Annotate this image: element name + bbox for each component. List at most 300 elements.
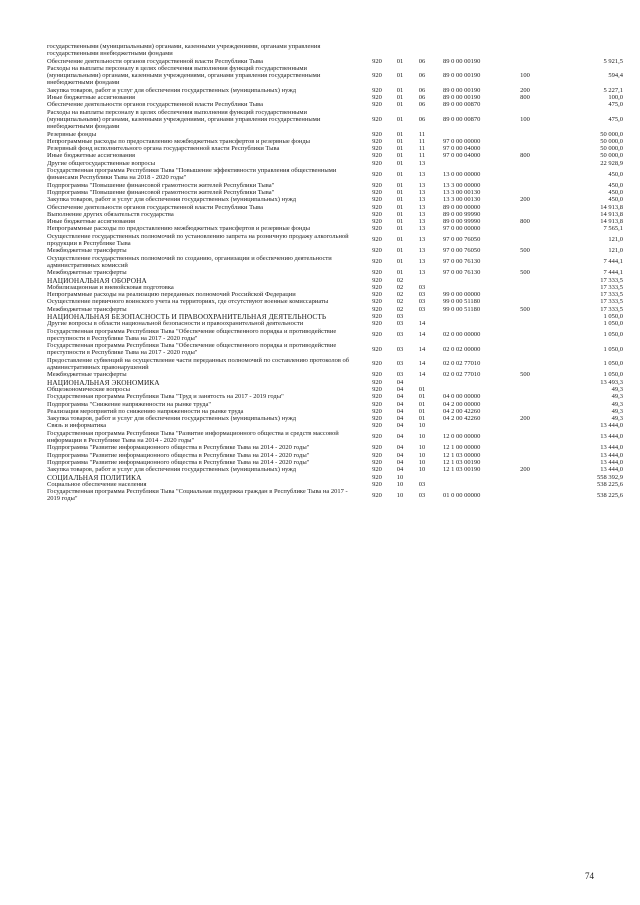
row-name: Иные бюджетные ассигнования	[47, 152, 136, 160]
row-target-article: 89 0 00 00190	[443, 86, 481, 94]
row-amount: 49,3	[611, 400, 623, 408]
table-row	[47, 444, 623, 451]
row-subsection-code	[411, 277, 433, 284]
row-section-code: 01	[396, 269, 404, 277]
row-section-code: 02	[396, 276, 404, 284]
row-expense-type	[511, 255, 539, 270]
row-name: Другие общегосударственные вопросы	[47, 159, 156, 167]
table-row	[47, 408, 623, 415]
row-amount: 14 913,8	[600, 203, 623, 211]
table-row	[47, 145, 623, 152]
row-grbs-code: 920	[372, 458, 382, 466]
row-expense-type	[511, 452, 539, 459]
row-section-code: 01	[396, 247, 404, 255]
table-row	[47, 393, 623, 400]
row-grbs-code: 920	[372, 433, 382, 441]
row-section-code: 04	[396, 415, 404, 423]
row-amount: 1 050,0	[603, 331, 623, 339]
row-amount: 49,3	[611, 393, 623, 401]
row-target-article: 12 1 00 00000	[443, 444, 481, 452]
table-row	[47, 65, 623, 87]
row-expense-type	[511, 328, 539, 343]
row-target-article	[433, 43, 511, 58]
row-name: Межбюджетные трансферты	[47, 305, 127, 313]
row-amount: 475,0	[608, 101, 623, 109]
row-amount: 7 444,1	[603, 269, 623, 277]
row-name: Обеспечение деятельности органов государственной власти Республики Тыва	[47, 101, 263, 109]
row-grbs-code: 920	[372, 407, 382, 415]
table-row	[47, 247, 623, 254]
row-section-code: 03	[396, 360, 404, 368]
row-subsection-code: 14	[418, 331, 426, 339]
row-target-article: 02 0 02 77010	[443, 371, 481, 379]
row-grbs-code: 920	[372, 331, 382, 339]
table-row	[47, 204, 623, 211]
table-row	[47, 386, 623, 393]
row-expense-type	[511, 277, 539, 284]
row-subsection-code: 13	[418, 247, 426, 255]
row-subsection-code: 13	[418, 210, 426, 218]
row-expense-type: 100	[520, 72, 530, 80]
row-section-code: 01	[396, 258, 404, 266]
row-name: Осуществление государственных полномочий по созданию, организации и обеспечению деятельности административных комиссий	[47, 254, 332, 269]
row-subsection-code: 03	[418, 298, 426, 306]
row-grbs-code: 920	[372, 247, 382, 255]
table-row	[47, 313, 623, 320]
row-grbs-code: 920	[372, 360, 382, 368]
row-name: НАЦИОНАЛЬНАЯ ОБОРОНА	[47, 275, 147, 285]
row-section-code: 03	[396, 371, 404, 379]
row-expense-type: 800	[520, 94, 530, 102]
page-number: 74	[585, 871, 594, 881]
row-section-code: 02	[396, 298, 404, 306]
row-name: Выполнение других обязательств государства	[47, 210, 174, 218]
row-grbs-code: 920	[372, 236, 382, 244]
row-amount: 49,3	[611, 385, 623, 393]
row-amount: 1 050,0	[603, 345, 623, 353]
table-row	[47, 160, 623, 167]
row-section-code: 01	[396, 181, 404, 189]
row-name: Другие вопросы в области национальной безопасности и правоохранительной деятельности	[47, 320, 304, 328]
table-row	[47, 488, 623, 503]
table-row	[47, 167, 623, 182]
row-target-article: 04 0 00 00000	[443, 393, 481, 401]
row-amount: 13 493,3	[600, 378, 623, 386]
row-name: Межбюджетные трансферты	[47, 269, 127, 277]
row-target-article	[433, 160, 511, 167]
row-amount: 1 050,0	[603, 371, 623, 379]
row-section-code: 04	[396, 400, 404, 408]
row-target-article: 99 0 00 00000	[443, 291, 481, 299]
row-expense-type	[511, 167, 539, 182]
row-subsection-code: 06	[418, 115, 426, 123]
row-section-code: 01	[396, 236, 404, 244]
table-row	[47, 138, 623, 145]
row-subsection-code: 06	[418, 94, 426, 102]
row-subsection-code	[411, 313, 433, 320]
row-name: Подпрограмма "Повышение финансовой грамотности жителей Республики Тыва"	[47, 181, 275, 189]
row-section-code: 04	[396, 422, 404, 430]
row-subsection-code: 06	[418, 101, 426, 109]
row-target-article: 13 3 00 00130	[443, 188, 481, 196]
row-target-article	[433, 474, 511, 481]
row-grbs-code: 920	[372, 218, 382, 226]
row-name: Подпрограмма "Развитие информационного общества в Республике Тыва на 2014 - 2020 годы"	[47, 444, 310, 452]
row-section-code: 01	[396, 196, 404, 204]
row-name: Предоставление субвенций на осуществление части переданных полномочий по составлению протоколов об административных правонарушений	[47, 356, 350, 372]
row-target-article: 02 0 00 00000	[443, 331, 481, 339]
row-name: Межбюджетные трансферты	[47, 371, 127, 379]
row-name: Расходы на выплаты персоналу в целях обеспечения выполнения функций государственными (муниципальными) органами, казенными учреждениями, органами управления государственными внебюджетными фондами	[47, 108, 321, 131]
row-subsection-code: 10	[418, 444, 426, 452]
row-name: Подпрограмма "Развитие информационного общества в Республике Тыва на 2014 - 2020 годы"	[47, 458, 310, 466]
row-section-code: 04	[396, 407, 404, 415]
row-name: Непрограммные расходы на реализацию переданных полномочий Российской Федерации	[47, 291, 296, 299]
row-subsection-code: 03	[418, 491, 426, 499]
row-subsection-code: 13	[418, 218, 426, 226]
table-row	[47, 211, 623, 218]
row-target-article: 12 0 00 00000	[443, 433, 481, 441]
row-grbs-code: 920	[372, 188, 382, 196]
row-expense-type: 500	[520, 371, 530, 379]
row-section-code: 04	[396, 458, 404, 466]
row-name: Подпрограмма "Развитие информационного общества в Республике Тыва на 2014 - 2020 годы"	[47, 451, 310, 459]
table-row	[47, 87, 623, 94]
row-name: Резервный фонд исполнительного органа государственной власти Республики Тыва	[47, 145, 280, 153]
table-row	[47, 379, 623, 386]
row-grbs-code: 920	[372, 305, 382, 313]
row-section-code: 01	[396, 137, 404, 145]
row-name: СОЦИАЛЬНАЯ ПОЛИТИКА	[47, 472, 142, 482]
row-section-code: 04	[396, 433, 404, 441]
row-grbs-code: 920	[372, 371, 382, 379]
table-row	[47, 357, 623, 372]
row-subsection-code: 01	[418, 393, 426, 401]
row-grbs-code: 920	[372, 451, 382, 459]
row-name: Обеспечение деятельности органов государственной власти Республики Тыва	[47, 203, 263, 211]
row-target-article: 99 0 00 51180	[443, 298, 481, 306]
row-grbs-code: 920	[372, 196, 382, 204]
row-grbs-code: 920	[372, 422, 382, 430]
row-target-article	[433, 386, 511, 393]
row-name: государственными (муниципальными) органами, казенными учреждениями, органами управления государственными внебюджетными фондами	[47, 43, 321, 58]
row-amount: 121,0	[608, 236, 623, 244]
row-subsection-code: 13	[418, 196, 426, 204]
row-section-code: 01	[396, 159, 404, 167]
table-row	[47, 291, 623, 298]
row-section-code: 04	[396, 385, 404, 393]
table-row	[47, 94, 623, 101]
row-amount: 7 444,1	[603, 258, 623, 266]
row-grbs-code: 920	[372, 320, 382, 328]
row-section-code: 01	[396, 57, 404, 65]
row-name: Государственная программа Республики Тыва "Обеспечение общественного порядка и противодействие преступности в Республике Тыва на 2017 - 2020 годы"	[47, 342, 337, 357]
row-name: Обеспечение деятельности органов государственной власти Республики Тыва	[47, 57, 263, 65]
row-amount: 450,0	[608, 188, 623, 196]
row-target-article	[433, 284, 511, 291]
row-grbs-code: 920	[372, 393, 382, 401]
row-name: Закупка товаров, работ и услуг для обеспечения государственных (муниципальных) нужд	[47, 196, 297, 204]
row-expense-type: 200	[520, 466, 530, 474]
row-name: Иные бюджетные ассигнования	[47, 94, 136, 102]
row-section-code: 10	[396, 473, 404, 481]
row-subsection-code: 10	[418, 433, 426, 441]
row-subsection-code: 11	[418, 137, 426, 145]
row-subsection-code: 13	[418, 269, 426, 277]
row-target-article: 97 0 00 04000	[443, 152, 481, 160]
row-amount: 13 444,0	[600, 422, 623, 430]
row-amount: 121,0	[608, 247, 623, 255]
row-grbs-code: 920	[372, 491, 382, 499]
row-name: Осуществление первичного воинского учета на территориях, где отсутствуют военные комиссариаты	[47, 298, 329, 306]
row-subsection-code: 13	[418, 236, 426, 244]
row-expense-type	[511, 459, 539, 466]
row-section-code: 10	[396, 480, 404, 488]
row-expense-type	[511, 488, 539, 503]
row-grbs-code: 920	[372, 225, 382, 233]
row-amount: 13 444,0	[600, 444, 623, 452]
row-amount: 50 000,0	[600, 130, 623, 138]
row-target-article: 13 3 00 00000	[443, 181, 481, 189]
row-name: Закупка товаров, работ и услуг для обеспечения государственных (муниципальных) нужд	[47, 415, 297, 423]
row-section-code: 01	[396, 225, 404, 233]
row-amount: 5 227,1	[603, 86, 623, 94]
table-row	[47, 152, 623, 159]
row-amount: 13 444,0	[600, 433, 623, 441]
row-section-code: 01	[396, 94, 404, 102]
row-grbs-code: 920	[372, 94, 382, 102]
row-name: Расходы на выплаты персоналу в целях обеспечения выполнения функций государственными (муниципальными) органами, казенными учреждениями, органами управления государственными внебюджетными фондами	[47, 64, 321, 87]
row-subsection-code: 01	[418, 415, 426, 423]
row-name: Иные бюджетные ассигнования	[47, 218, 136, 226]
row-amount: 13 444,0	[600, 458, 623, 466]
row-expense-type	[511, 430, 539, 445]
table-row	[47, 196, 623, 203]
row-subsection-code: 10	[418, 451, 426, 459]
row-expense-type	[511, 291, 539, 298]
row-section-code: 01	[396, 86, 404, 94]
row-target-article: 04 2 00 42260	[443, 407, 481, 415]
row-grbs-code: 920	[372, 258, 382, 266]
row-section-code: 01	[396, 130, 404, 138]
row-target-article	[433, 422, 511, 429]
row-section-code: 01	[396, 210, 404, 218]
row-subsection-code: 03	[418, 480, 426, 488]
row-section-code: 03	[396, 345, 404, 353]
row-target-article: 97 0 00 76130	[443, 258, 481, 266]
row-grbs-code: 920	[372, 385, 382, 393]
table-row	[47, 328, 623, 343]
row-expense-type: 500	[520, 247, 530, 255]
table-row	[47, 284, 623, 291]
row-expense-type	[511, 182, 539, 189]
row-name: Реализация мероприятий по снижению напряженности на рынке труда	[47, 407, 244, 415]
row-name: Закупка товаров, работ и услуг для обеспечения государственных (муниципальных) нужд	[47, 466, 297, 474]
row-expense-type	[511, 138, 539, 145]
row-section-code: 03	[396, 312, 404, 320]
row-amount: 5 921,5	[603, 57, 623, 65]
row-expense-type	[511, 422, 539, 429]
row-grbs-code: 920	[372, 57, 382, 65]
row-section-code: 10	[396, 491, 404, 499]
row-subsection-code: 01	[418, 407, 426, 415]
row-subsection-code: 10	[418, 422, 426, 430]
row-expense-type: 200	[520, 415, 530, 423]
row-target-article	[433, 320, 511, 327]
row-subsection-code: 06	[418, 72, 426, 80]
row-amount: 49,3	[611, 415, 623, 423]
budget-table	[47, 43, 623, 503]
row-subsection-code	[411, 379, 433, 386]
table-row	[47, 58, 623, 65]
row-grbs-code: 920	[372, 480, 382, 488]
row-expense-type	[511, 101, 539, 108]
row-expense-type	[511, 481, 539, 488]
row-target-article: 89 0 00 99990	[443, 210, 481, 218]
row-section-code: 04	[396, 444, 404, 452]
row-subsection-code: 03	[418, 283, 426, 291]
row-amount: 50 000,0	[600, 137, 623, 145]
row-expense-type: 200	[520, 196, 530, 204]
row-section-code: 01	[396, 152, 404, 160]
row-grbs-code: 920	[372, 415, 382, 423]
row-amount: 17 333,5	[600, 276, 623, 284]
row-amount: 14 913,8	[600, 218, 623, 226]
row-subsection-code: 13	[418, 181, 426, 189]
row-grbs-code: 920	[372, 269, 382, 277]
table-row	[47, 459, 623, 466]
row-grbs-code: 920	[372, 181, 382, 189]
row-expense-type	[511, 401, 539, 408]
row-section-code: 01	[396, 101, 404, 109]
table-row	[47, 189, 623, 196]
row-section-code: 01	[396, 188, 404, 196]
row-subsection-code: 14	[418, 345, 426, 353]
row-name: Осуществление государственных полномочий по установлению запрета на розничную продажу алкогольной продукции в Республике Тыва	[47, 232, 349, 248]
table-row	[47, 401, 623, 408]
row-expense-type	[511, 342, 539, 357]
row-amount: 17 333,5	[600, 283, 623, 291]
row-expense-type	[511, 298, 539, 305]
row-target-article: 97 0 00 76050	[443, 236, 481, 244]
row-name: Резервные фонды	[47, 130, 97, 138]
row-amount: 7 565,1	[603, 225, 623, 233]
row-expense-type	[511, 204, 539, 211]
row-expense-type: 100	[520, 115, 530, 123]
row-subsection-code: 01	[418, 385, 426, 393]
row-target-article: 89 0 00 00190	[443, 72, 481, 80]
row-target-article: 01 0 00 00000	[443, 491, 481, 499]
row-grbs-code	[365, 43, 389, 58]
row-name: Социальное обеспечение населения	[47, 480, 147, 488]
row-grbs-code: 920	[372, 276, 382, 284]
row-grbs-code: 920	[372, 400, 382, 408]
table-row	[47, 233, 623, 248]
row-name: Межбюджетные трансферты	[47, 247, 127, 255]
row-amount: 13 444,0	[600, 451, 623, 459]
table-row	[47, 452, 623, 459]
table-row	[47, 101, 623, 108]
row-grbs-code: 920	[372, 137, 382, 145]
row-grbs-code: 920	[372, 101, 382, 109]
row-expense-type	[511, 313, 539, 320]
table-row	[47, 43, 623, 58]
row-grbs-code: 920	[372, 298, 382, 306]
row-target-article: 13 0 00 00000	[443, 170, 481, 178]
row-target-article: 97 0 00 04000	[443, 145, 481, 153]
row-name: Непрограммные расходы по предоставлению межбюджетных трансфертов и резервные фонды	[47, 137, 310, 145]
row-subsection-code: 11	[418, 152, 426, 160]
row-name: Общеэкономические вопросы	[47, 385, 130, 393]
table-row	[47, 182, 623, 189]
row-expense-type	[511, 189, 539, 196]
row-section-code: 02	[396, 283, 404, 291]
table-row	[47, 218, 623, 225]
row-amount: 594,4	[608, 72, 623, 80]
row-amount: 558 392,9	[597, 473, 623, 481]
table-row	[47, 422, 623, 429]
row-name: Государственная программа Республики Тыва "Труд и занятость на 2017 - 2019 годы"	[47, 393, 284, 401]
row-name: Государственная программа Республики Тыва "Развитие информационного общества и средств массовой информации в Республике Тыва на 2014 - 2020 годы"	[47, 429, 339, 445]
row-grbs-code: 920	[372, 312, 382, 320]
row-grbs-code: 920	[372, 203, 382, 211]
row-grbs-code: 920	[372, 145, 382, 153]
table-row	[47, 277, 623, 284]
row-subsection-code: 13	[418, 225, 426, 233]
row-subsection-code: 06	[418, 86, 426, 94]
row-expense-type	[511, 225, 539, 232]
row-amount: 450,0	[608, 181, 623, 189]
row-subsection-code: 14	[418, 320, 426, 328]
row-target-article	[433, 481, 511, 488]
row-name: Подпрограмма "Повышение финансовой грамотности жителей Республики Тыва"	[47, 188, 275, 196]
table-row	[47, 225, 623, 232]
row-expense-type	[511, 320, 539, 327]
row-subsection-code: 06	[418, 57, 426, 65]
row-name: Закупка товаров, работ и услуг для обеспечения государственных (муниципальных) нужд	[47, 86, 297, 94]
table-row	[47, 430, 623, 445]
row-name: Подпрограмма "Снижение напряженности на рынке труда"	[47, 400, 212, 408]
row-grbs-code: 920	[372, 283, 382, 291]
row-expense-type	[511, 233, 539, 248]
row-name: Связь и информатика	[47, 422, 107, 430]
row-expense-type	[511, 58, 539, 65]
row-target-article: 97 0 00 76130	[443, 269, 481, 277]
row-section-code: 04	[396, 393, 404, 401]
row-target-article: 12 1 03 00000	[443, 451, 481, 459]
row-target-article	[433, 313, 511, 320]
row-target-article: 12 1 03 00190	[443, 466, 481, 474]
row-section-code: 01	[396, 218, 404, 226]
row-grbs-code: 920	[372, 345, 382, 353]
row-grbs-code: 920	[372, 473, 382, 481]
row-name: Мобилизационная и вневойсковая подготовка	[47, 283, 174, 291]
row-target-article: 02 0 02 00000	[443, 345, 481, 353]
row-target-article: 02 0 02 77010	[443, 360, 481, 368]
row-amount	[539, 43, 623, 58]
row-target-article: 89 0 00 00870	[443, 101, 481, 109]
row-subsection-code: 01	[418, 400, 426, 408]
row-name: Государственная программа Республики Тыва "Социальная поддержка граждан в Республике Тыва на 2017 - 2019 годы"	[47, 488, 348, 503]
row-subsection-code: 11	[418, 145, 426, 153]
row-expense-type	[511, 379, 539, 386]
row-expense-type	[511, 145, 539, 152]
row-expense-type	[511, 211, 539, 218]
row-expense-type	[511, 43, 539, 58]
row-expense-type: 800	[520, 218, 530, 226]
row-subsection-code: 14	[418, 360, 426, 368]
row-expense-type	[511, 386, 539, 393]
